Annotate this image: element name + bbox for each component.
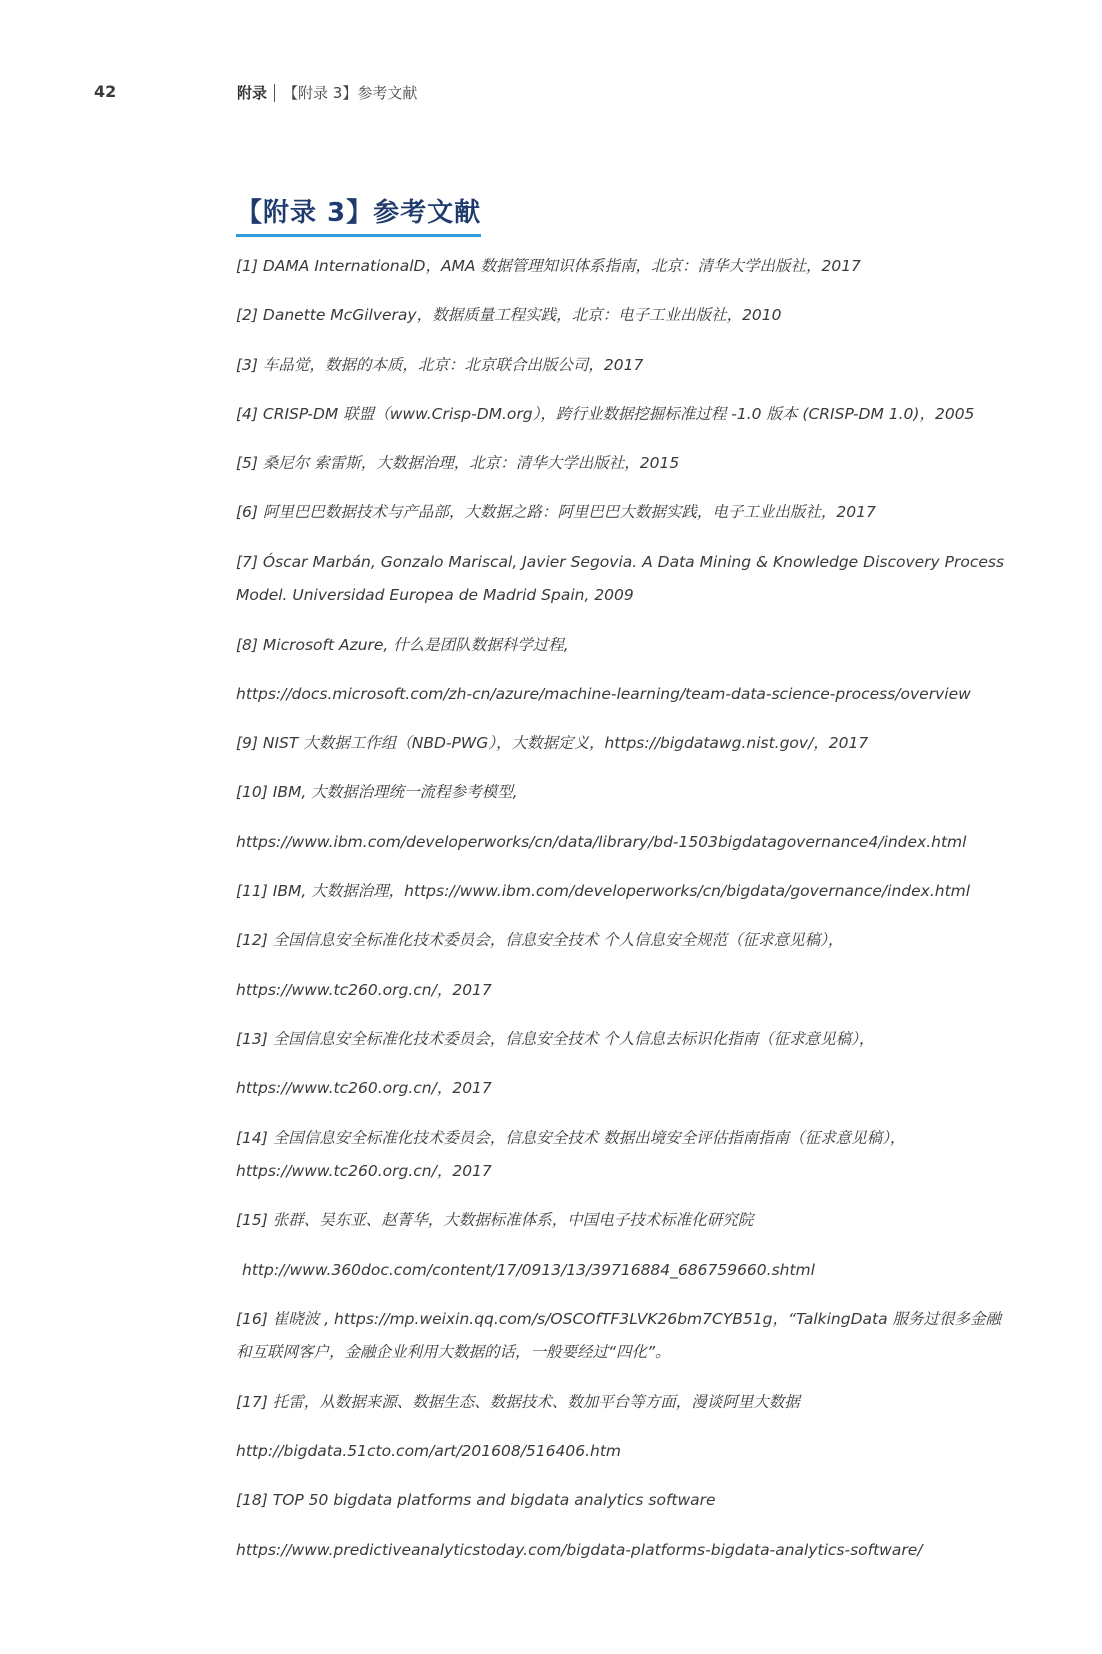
reference-17-line-1: [17] 托雷，从数据来源、数据生态、数据技术、数加平台等方面，漫谈阿里大数据 [236, 1392, 800, 1411]
reference-7-line-1: [7] Óscar Marbán, Gonzalo Mariscal, Javier Segovia. A Data Mining & Knowledge Discovery Process [236, 552, 1005, 571]
reference-10-line-1: [10] IBM, 大数据治理统一流程参考模型, [236, 783, 518, 802]
reference-17-link[interactable]: http://bigdata.51cto.com/art/201608/516406.htm [236, 1442, 622, 1461]
reference-6: [6] 阿里巴巴数据技术与产品部，大数据之路：阿里巴巴大数据实践，电子工业出版社，2017 [236, 503, 876, 522]
reference-10-link[interactable]: https://www.ibm.com/developerworks/cn/data/library/bd-1503bigdatagovernance4/index.html [236, 832, 967, 851]
reference-7-line-2: Model. Universidad Europea de Madrid Spain, 2009 [236, 586, 634, 605]
reference-16-line-2: 和互联网客户，金融企业利用大数据的话，一般要经过“四化”。 [236, 1343, 671, 1362]
reference-4: [4] CRISP-DM 联盟（www.Crisp-DM.org），跨行业数据挖掘标准过程 -1.0 版本 (CRISP-DM 1.0)，2005 [236, 404, 975, 423]
reference-12-link[interactable]: https://www.tc260.org.cn/，2017 [236, 980, 492, 999]
reference-13-link[interactable]: https://www.tc260.org.cn/，2017 [236, 1079, 492, 1098]
running-header-separator [274, 84, 275, 102]
reference-13-line-1: [13] 全国信息安全标准化技术委员会，信息安全技术 个人信息去标识化指南（征求意见稿）， [236, 1029, 875, 1048]
reference-18-line-1: [18] TOP 50 bigdata platforms and bigdata analytics software [236, 1491, 716, 1510]
reference-15-line-1: [15] 张群、吴东亚、赵菁华，大数据标准体系，中国电子技术标准化研究院 [236, 1211, 754, 1230]
reference-1: [1] DAMA InternationalD，AMA 数据管理知识体系指南，北京：清华大学出版社，2017 [236, 257, 861, 275]
reference-18-link[interactable]: https://www.predictiveanalyticstoday.com/bigdata-platforms-bigdata-analytics-software/ [236, 1540, 923, 1559]
running-header [237, 82, 417, 103]
reference-12-line-1: [12] 全国信息安全标准化技术委员会，信息安全技术 个人信息安全规范（征求意见稿）， [236, 931, 844, 950]
reference-8-line-1: [8] Microsoft Azure, 什么是团队数据科学过程, [236, 635, 569, 654]
reference-14-line-1: [14] 全国信息安全标准化技术委员会，信息安全技术 数据出境安全评估指南指南（征求意见稿）， [236, 1128, 906, 1147]
reference-15-link[interactable]: http://www.360doc.com/content/17/0913/13/39716884_686759660.shtml [242, 1260, 815, 1279]
page-heading: 【附录 3】参考文献 [236, 192, 481, 237]
reference-16-line-1: [16] 崔晓波 , https://mp.weixin.qq.com/s/OSCOfTF3LVK26bm7CYB51g，“TalkingData 服务过很多金融 [236, 1309, 1002, 1328]
reference-3: [3] 车品觉，数据的本质，北京：北京联合出版公司，2017 [236, 355, 644, 374]
reference-5: [5] 桑尼尔 索雷斯，大数据治理，北京：清华大学出版社，2015 [236, 454, 680, 473]
reference-8-link[interactable]: https://docs.microsoft.com/zh-cn/azure/machine-learning/team-data-science-process/overview [236, 684, 971, 703]
running-header-section: 附录 [237, 84, 268, 102]
reference-14-link[interactable]: https://www.tc260.org.cn/，2017 [236, 1162, 492, 1181]
reference-9: [9] NIST 大数据工作组（NBD-PWG），大数据定义，https://bigdatawg.nist.gov/，2017 [236, 734, 869, 753]
running-header-chapter: 【附录 3】参考文献 [283, 84, 418, 102]
reference-list [236, 255, 1014, 1588]
heading-wrap [236, 192, 481, 237]
reference-11: [11] IBM, 大数据治理，https://www.ibm.com/developerworks/cn/bigdata/governance/index.html [236, 882, 971, 901]
reference-2: [2] Danette McGilveray，数据质量工程实践，北京：电子工业出版社，2010 [236, 306, 782, 325]
page-number: 42 [94, 82, 117, 101]
